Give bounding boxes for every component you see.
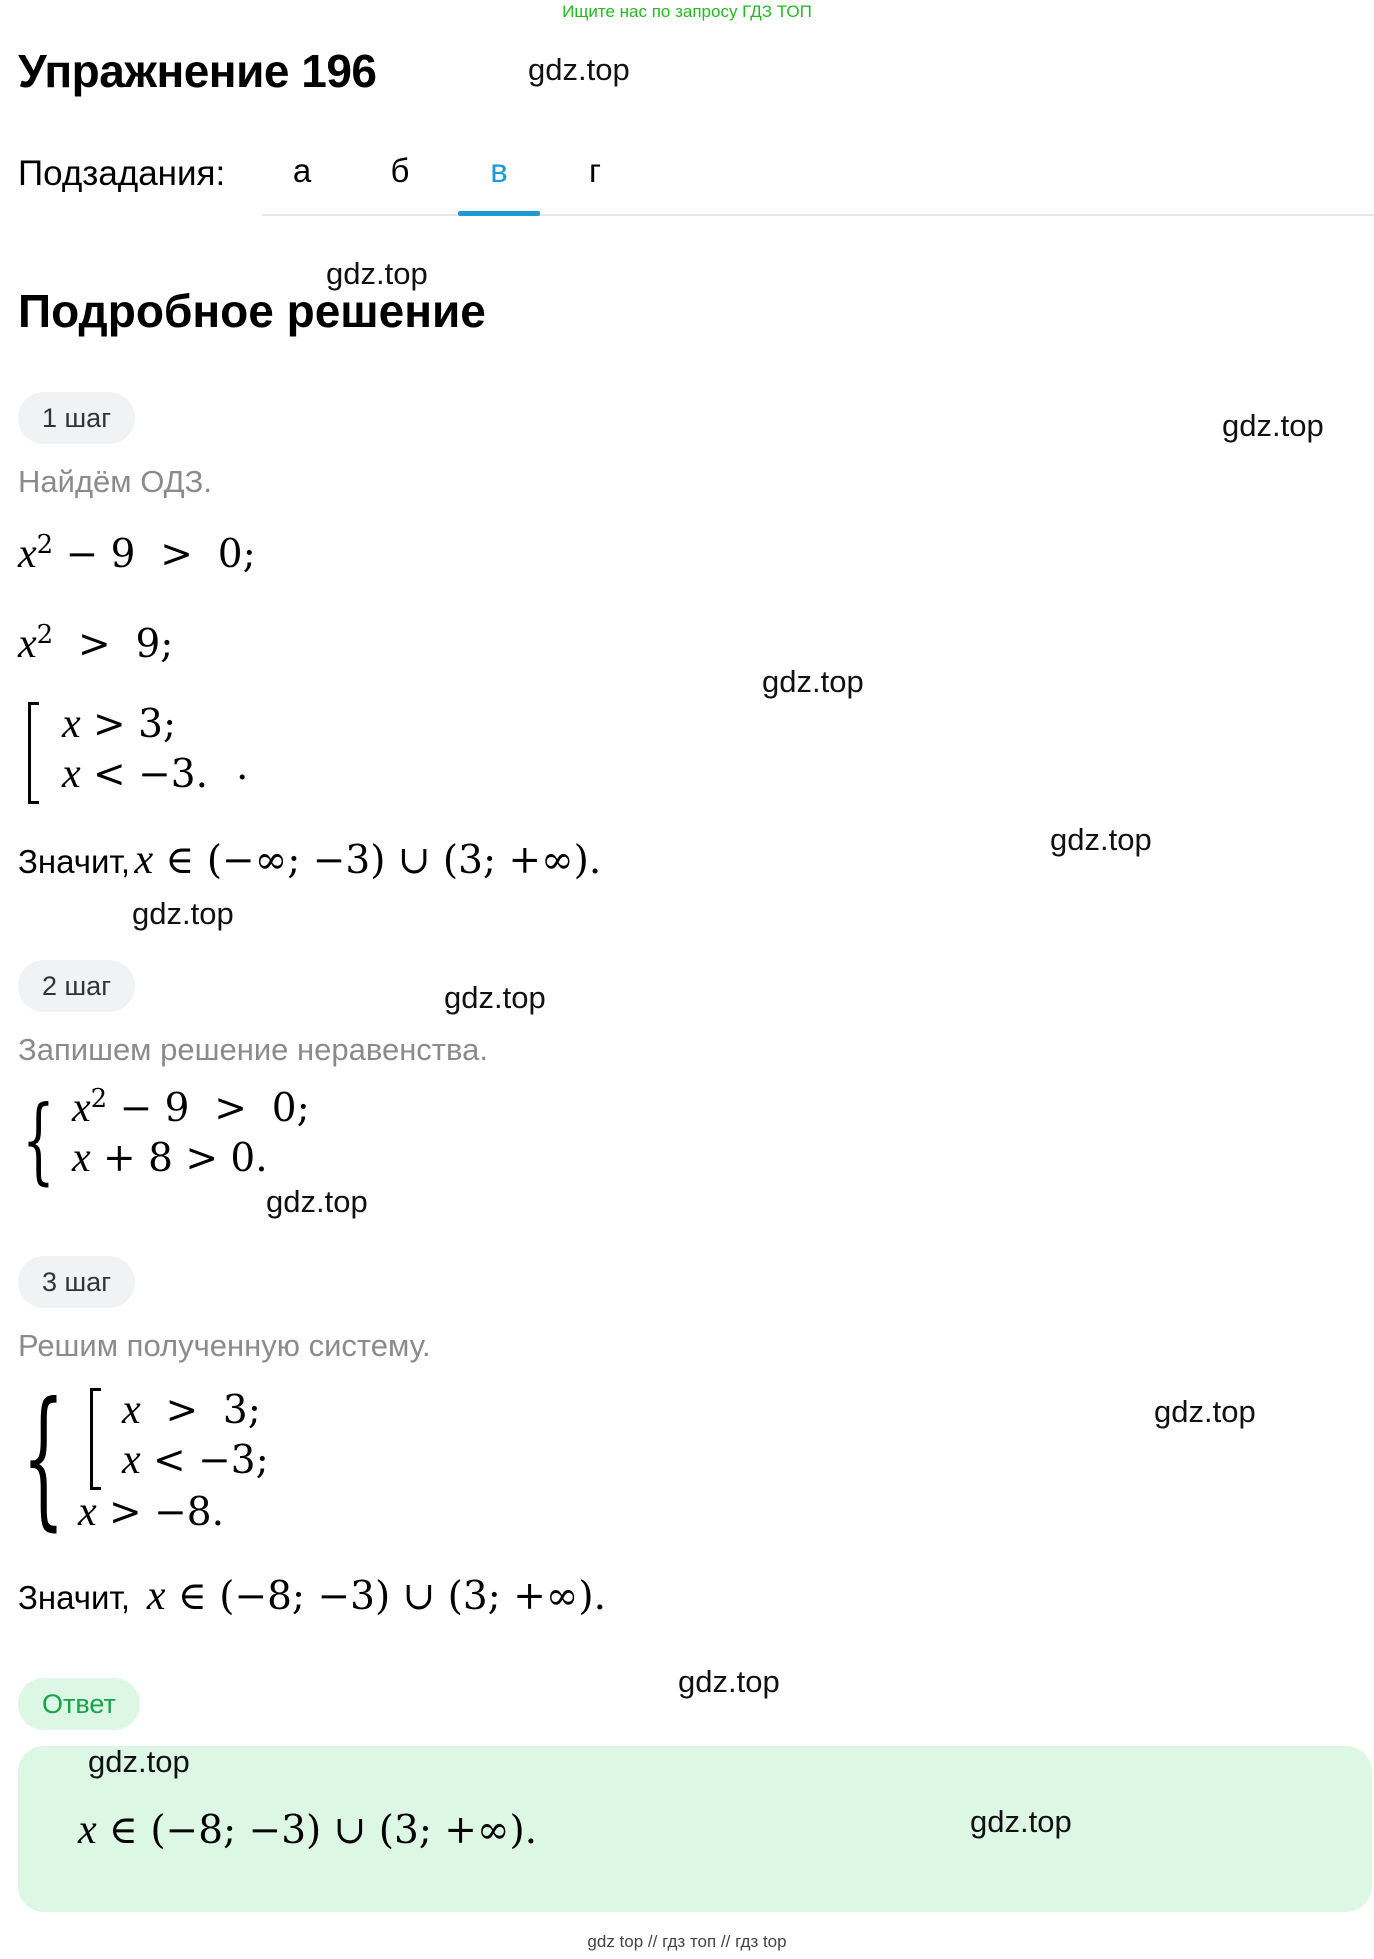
watermark: gdz.top — [266, 1184, 368, 1219]
step-2-text: Запишем решение неравенства. — [18, 1032, 488, 1067]
step-3-conclusion: Значит, x ∈ (−8; −3) ∪ (3; +∞). — [18, 1573, 606, 1619]
system-line-1: x > 3; — [122, 1387, 261, 1433]
tabs-divider — [262, 214, 1374, 216]
inequality-1: $x^2 - 9 > 0$; — [18, 530, 256, 577]
square-bracket — [28, 702, 39, 804]
step-1-text: Найдём ОДЗ. — [18, 464, 212, 499]
curly-brace: { — [22, 1086, 55, 1195]
page-title: Упражнение 196 — [18, 45, 377, 97]
watermark: gdz.top — [762, 664, 864, 699]
watermark: gdz.top — [326, 256, 428, 291]
bracket-dot: . — [236, 744, 249, 789]
watermark: gdz.top — [88, 1744, 190, 1779]
watermark: gdz.top — [970, 1804, 1072, 1839]
square-bracket — [90, 1388, 101, 1490]
system-line-1: $x^2 - 9 > 0$; — [72, 1084, 310, 1131]
watermark: gdz.top — [528, 52, 630, 87]
answer-badge: Ответ — [18, 1678, 140, 1730]
conclusion-prefix: Значит, — [18, 1579, 131, 1616]
tab-v[interactable]: в — [490, 152, 508, 189]
step-2-badge: 2 шаг — [18, 960, 135, 1012]
step-3-text: Решим полученную систему. — [18, 1328, 431, 1363]
system-line-2: x + 8 > 0. — [72, 1135, 268, 1181]
tab-g[interactable]: г — [588, 152, 602, 189]
curly-brace: { — [22, 1371, 65, 1545]
bracket-line-1: x > 3; — [62, 701, 177, 747]
tab-b[interactable]: б — [390, 152, 410, 189]
active-tab-indicator — [458, 211, 540, 216]
watermark: gdz.top — [444, 980, 546, 1015]
watermark: gdz.top — [1154, 1394, 1256, 1429]
watermark: gdz.top — [132, 896, 234, 931]
system-line-3: x > −8. — [78, 1489, 225, 1535]
bracket-line-2: x < −3. — [62, 751, 209, 797]
watermark: gdz.top — [1050, 822, 1152, 857]
conclusion-prefix: Значит, — [18, 843, 131, 880]
step-1-conclusion: Значит, x ∈ (−∞; −3) ∪ (3; +∞). — [18, 837, 602, 883]
inequality-2: $x^2 > 9$; — [18, 620, 174, 667]
tab-a[interactable]: а — [292, 152, 312, 189]
subtasks-label: Подзадания: — [18, 154, 226, 193]
watermark: gdz.top — [678, 1664, 780, 1699]
top-banner[interactable]: Ищите нас по запросу ГДЗ ТОП — [562, 2, 812, 21]
watermark: gdz.top — [1222, 408, 1324, 443]
system-line-2: x < −3; — [122, 1437, 269, 1483]
answer-formula: x ∈ (−8; −3) ∪ (3; +∞). — [78, 1807, 538, 1853]
step-3-badge: 3 шаг — [18, 1256, 135, 1308]
step-1-badge: 1 шаг — [18, 392, 135, 444]
footer-links[interactable]: gdz top // гдз топ // гдз top — [587, 1932, 787, 1951]
section-title: Подробное решение — [18, 285, 486, 337]
